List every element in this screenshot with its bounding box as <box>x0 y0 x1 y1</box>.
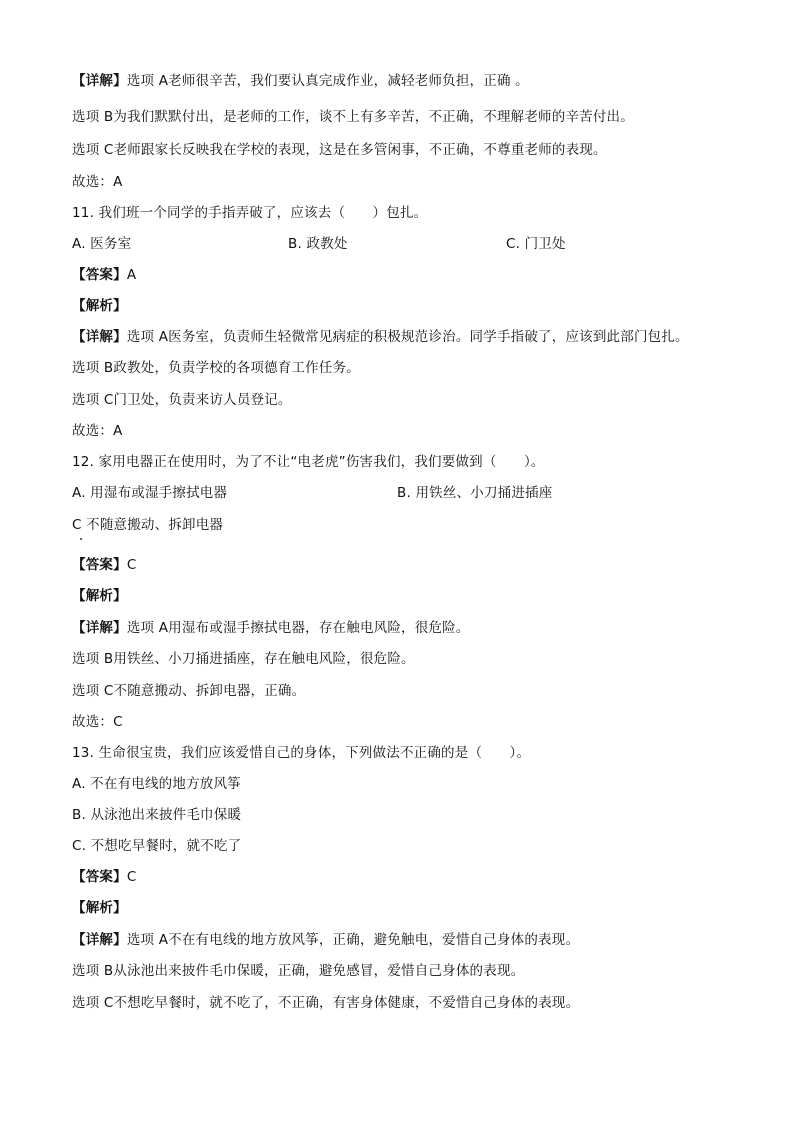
section-tag: 【详解】 <box>72 329 127 345</box>
answer-value: C <box>126 869 137 885</box>
section-tag: 【答案】 <box>72 557 127 573</box>
answer-value: C <box>126 557 137 573</box>
question-11-option-c: C. 门卫处 <box>506 236 566 252</box>
question-13-option-c: C. 不想吃早餐时，就不吃了 <box>72 838 242 854</box>
question-13: 13. 生命很宝贵，我们应该爱惜自己的身体，下列做法不正确的是（ ）。 <box>72 745 531 761</box>
line-text: 选项 A老师很辛苦，我们要认真完成作业，减轻老师负担，正确 。 <box>126 73 529 89</box>
question-12: 12. 家用电器正在使用时，为了不让“电老虎”伤害我们，我们要做到（ ）。 <box>72 454 545 470</box>
answer-choice-line: 故选：C <box>72 714 123 730</box>
question-12-option-a: A. 用湿布或湿手擦拭电器 <box>72 485 228 501</box>
explanation-line: 选项 B从泳池出来披件毛巾保暖，正确，避免感冒，爱惜自己身体的表现。 <box>72 963 525 979</box>
analysis-heading <box>72 297 127 315</box>
answer-choice-line: 故选：A <box>72 174 123 190</box>
question-12-option-b: B. 用铁丝、小刀捅进插座 <box>397 485 553 501</box>
question-11-option-b: B. 政教处 <box>288 236 348 252</box>
explanation-line: 选项 C老师跟家长反映我在学校的表现，这是在多管闲事，不正确，不尊重老师的表现。 <box>72 142 607 158</box>
question-11: 11. 我们班一个同学的手指弄破了，应该去（ ）包扎。 <box>72 205 428 221</box>
section-tag: 【解析】 <box>72 900 127 916</box>
question-11-option-a: A. 医务室 <box>72 236 132 252</box>
line-text: 选项 A不在有电线的地方放风筝，正确，避免触电，爱惜自己身体的表现。 <box>126 932 580 948</box>
answer-line <box>72 868 136 886</box>
stray-dot <box>80 538 82 540</box>
explanation-line <box>72 619 470 637</box>
explanation-line <box>72 931 579 949</box>
section-tag: 【答案】 <box>72 267 127 283</box>
section-tag: 【详解】 <box>72 620 127 636</box>
section-tag: 【详解】 <box>72 73 127 89</box>
section-tag: 【详解】 <box>72 932 127 948</box>
answer-line <box>72 556 136 574</box>
explanation-line <box>72 72 529 90</box>
analysis-heading <box>72 587 127 605</box>
answer-value: A <box>126 267 137 283</box>
explanation-line <box>72 328 689 346</box>
section-tag: 【解析】 <box>72 588 127 604</box>
section-tag: 【答案】 <box>72 869 127 885</box>
section-tag: 【解析】 <box>72 298 127 314</box>
analysis-heading <box>72 899 127 917</box>
question-13-option-b: B. 从泳池出来披件毛巾保暖 <box>72 807 242 823</box>
explanation-line: 选项 C不想吃早餐时，就不吃了，不正确，有害身体健康，不爱惜自己身体的表现。 <box>72 995 580 1011</box>
explanation-line: 选项 B用铁丝、小刀捅进插座，存在触电风险，很危险。 <box>72 651 415 667</box>
explanation-line: 选项 B为我们默默付出，是老师的工作，谈不上有多辛苦，不正确，不理解老师的辛苦付出。 <box>72 109 634 125</box>
question-12-option-c: C 不随意搬动、拆卸电器 <box>72 517 224 533</box>
answer-line <box>72 266 136 284</box>
line-text: 选项 A用湿布或湿手擦拭电器，存在触电风险，很危险。 <box>126 620 470 636</box>
line-text: 选项 A医务室，负责师生轻微常见病症的积极规范诊治。同学手指破了，应该到此部门包扎。 <box>126 329 689 345</box>
explanation-line: 选项 C不随意搬动、拆卸电器，正确。 <box>72 683 306 699</box>
explanation-line: 选项 B政教处，负责学校的各项德育工作任务。 <box>72 360 360 376</box>
answer-choice-line: 故选：A <box>72 423 123 439</box>
question-13-option-a: A. 不在有电线的地方放风筝 <box>72 776 241 792</box>
explanation-line: 选项 C门卫处，负责来访人员登记。 <box>72 392 292 408</box>
